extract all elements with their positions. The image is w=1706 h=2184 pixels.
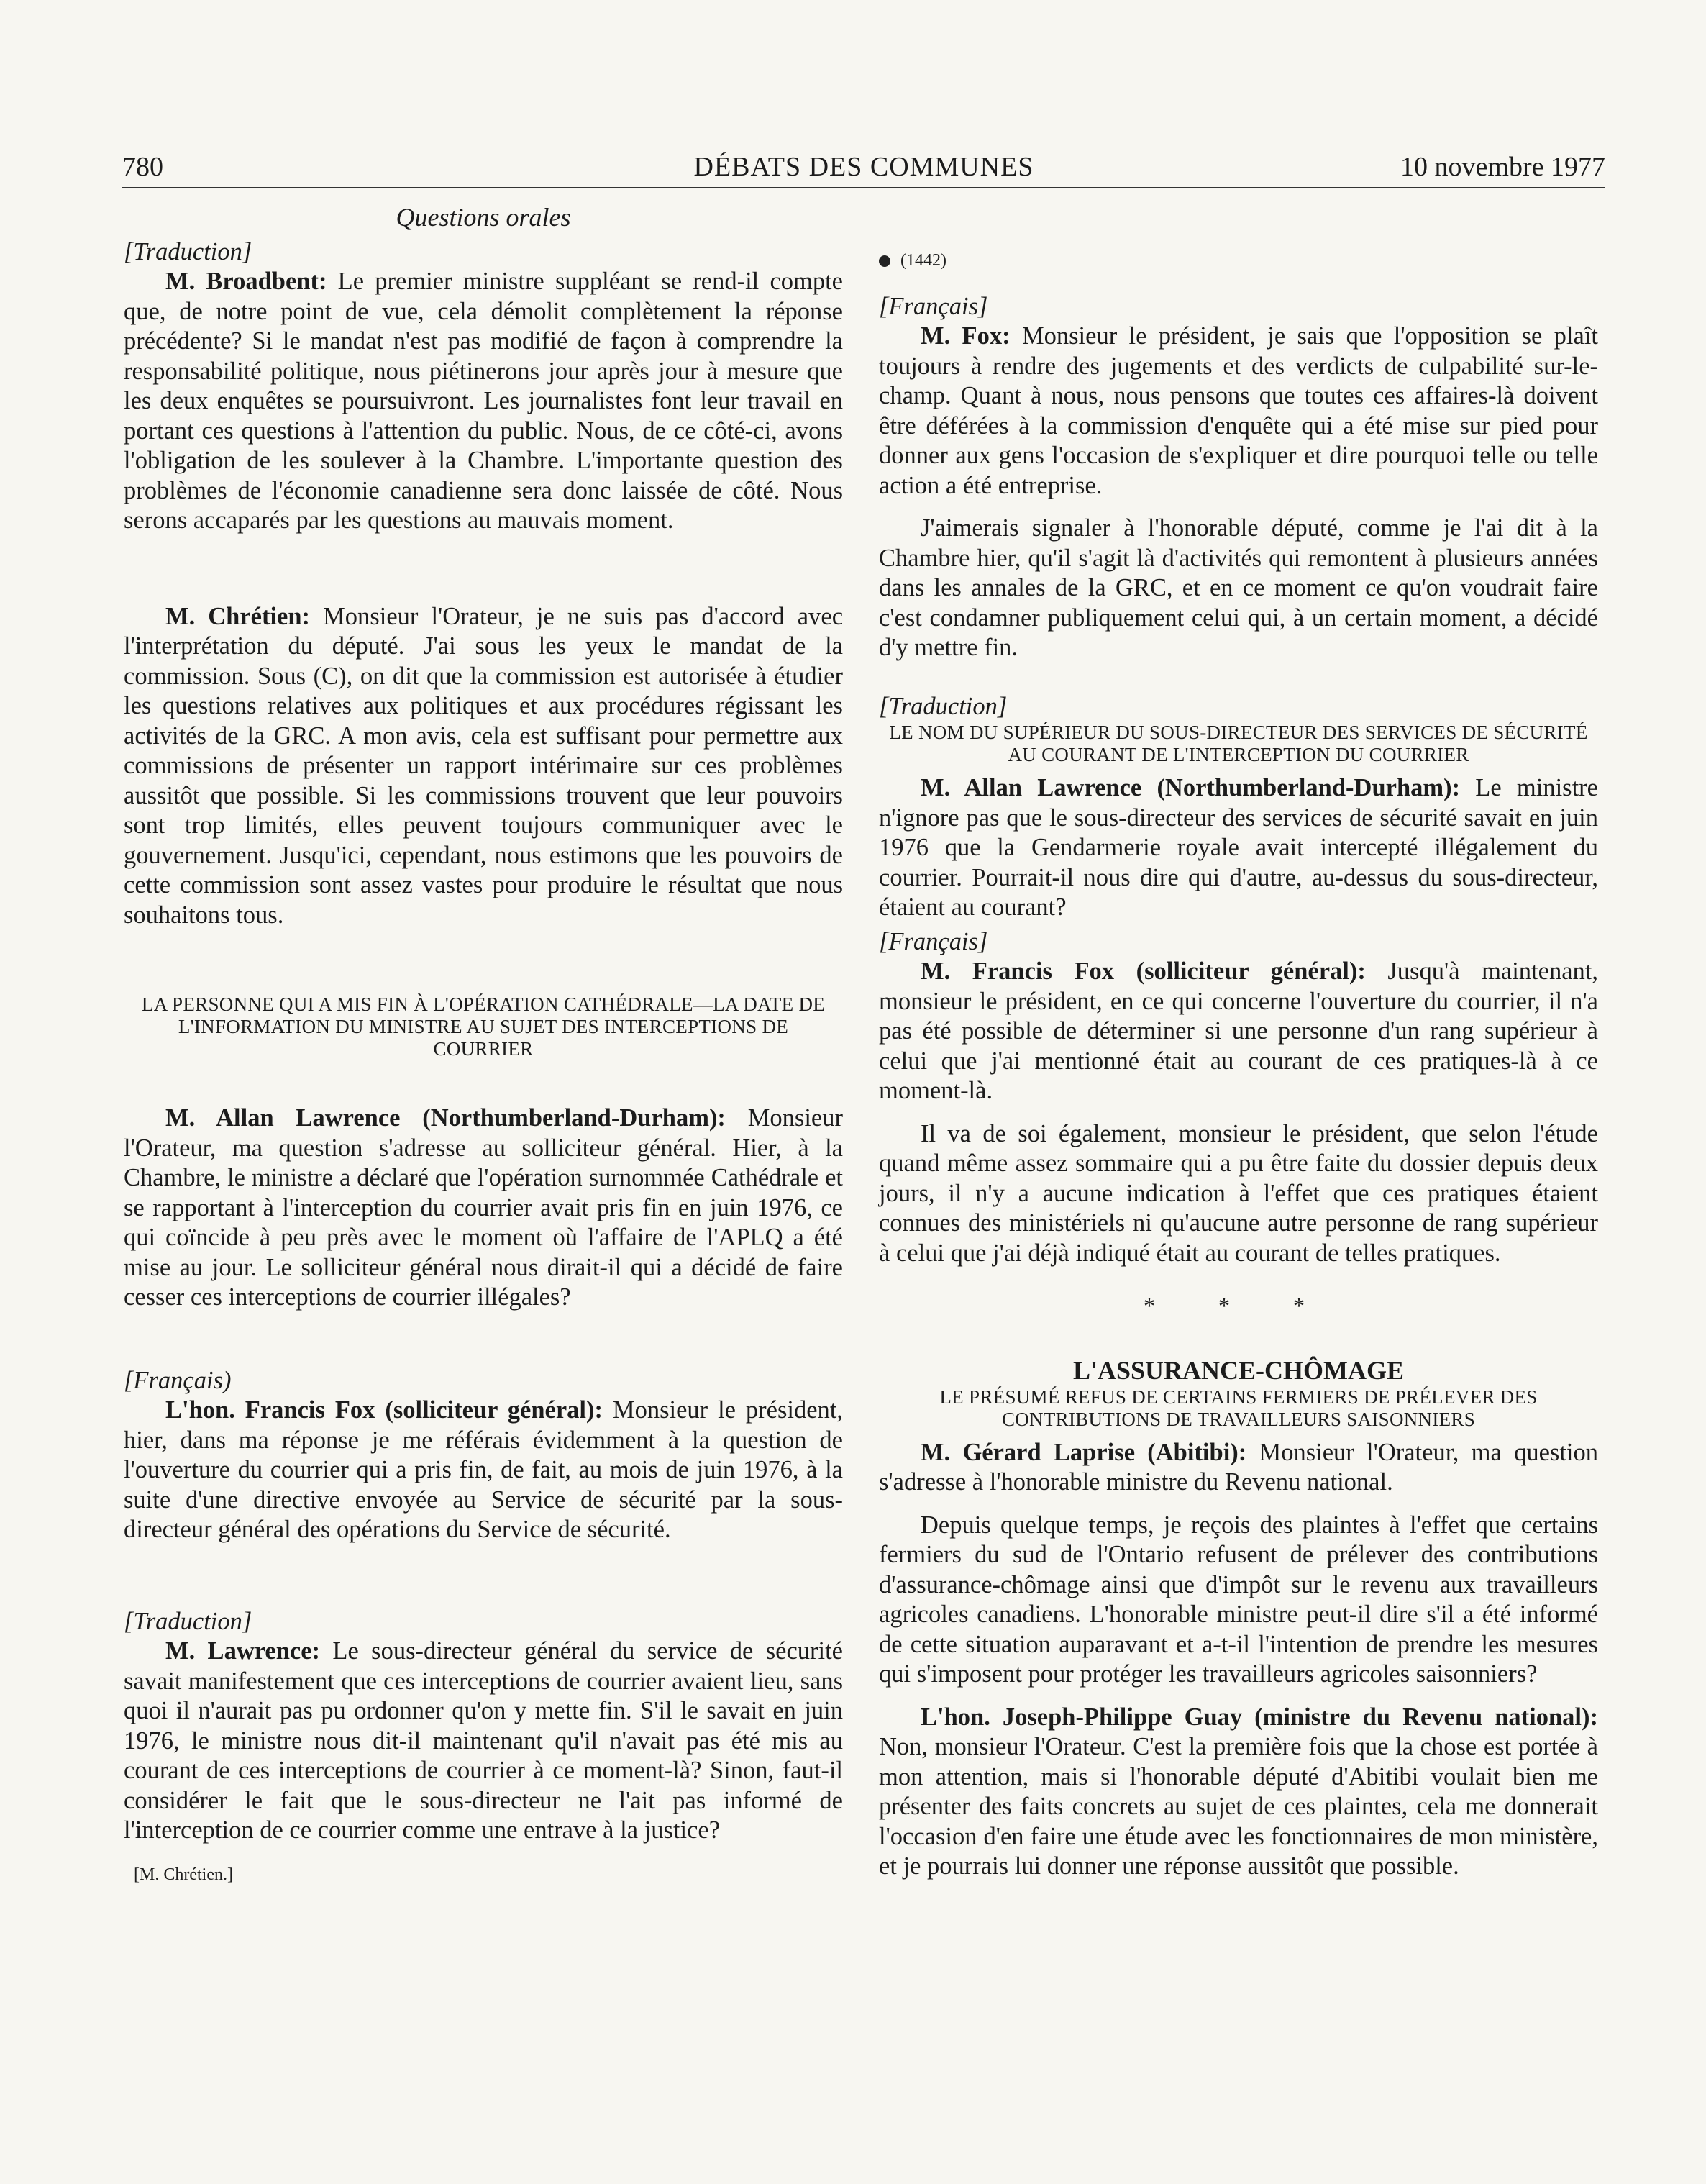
language-note: [Français) (124, 1366, 232, 1394)
language-note: [Traduction] (124, 1607, 252, 1635)
topic-heading: LE NOM DU SUPÉRIEUR DU SOUS-DIRECTEUR DES SERVICES DE SÉCURITÉ AU COURANT DE L'INTERCEPTION DU COURRIER (889, 722, 1588, 765)
speech-text: Le premier ministre suppléant se rend-il compte que, de notre point de vue, cela démolit complètement la réponse précédente? Si le mandat n'est pas modifié de façon à comprendre la responsabilité politique, nous piétinerons jour après jour à mesure que les deux enquêtes se poursuivront. Les journalistes font leur travail en portant ces questions à l'attention du public. Nous, de ce côté-ci, avons l'obligation de les soulever à la Chambre. L'importante question des problèmes de l'économie canadienne sera donc laissée de côté. Nous serons accaparés par les questions au mauvais moment. (124, 268, 843, 534)
section-heading: L'ASSURANCE-CHÔMAGE (1072, 1355, 1405, 1385)
timestamp: (1442) (879, 246, 1598, 276)
speech-text: Jusqu'à maintenant, monsieur le président, en ce qui concerne l'ouverture du courrier, il n'a pas été possible de déterminer si une personne d'un rang supérieur à celui que j'ai mentionné était au courant de ces pratiques-là à ce moment-là. (879, 957, 1598, 1104)
paragraph: J'aimerais signaler à l'honorable député, comme je l'ai dit à la Chambre hier, qu'il s'agit là d'activités qui remontent à plusieurs années dans les annales de la GRC, et en ce moment ce qu'on voudrait faire c'est condamner publiquement celui qui, à un certain moment, a décidé d'y mettre fin. (879, 514, 1598, 661)
speaker-name: M. Broadbent: (165, 268, 327, 295)
publication-title: DÉBATS DES COMMUNES (693, 152, 1034, 182)
speech-text: Monsieur le président, je sais que l'opposition se plaît toujours à rendre des jugements et des verdicts de culpabilité sur-le-champ. Quant à nous, nous pensons que toutes ces affaires-là doivent être déférées à la commission d'enquête qui a été mise sur pied pour donner aux gens l'occasion de s'expliquer et dire pourquoi telle ou telle action a été entreprise. (879, 322, 1598, 499)
speaker-name: M. Lawrence: (165, 1637, 321, 1665)
paragraph (124, 602, 843, 931)
paragraph (124, 267, 843, 536)
paragraph (879, 1438, 1598, 1498)
paragraph (879, 773, 1598, 923)
topic-heading: LE PRÉSUMÉ REFUS DE CERTAINS FERMIERS DE PRÉLEVER DES CONTRIBUTIONS DE TRAVAILLEURS SAISONNIERS (939, 1386, 1538, 1430)
paragraph (879, 957, 1598, 1106)
speaker-name: M. Allan Lawrence (Northumberland-Durham): (165, 1104, 726, 1132)
bullet-icon (879, 255, 890, 267)
page-number: 780 (122, 152, 163, 182)
speaker-name: M. Allan Lawrence (Northumberland-Durham): (921, 774, 1461, 801)
section-title: Questions orales (396, 203, 571, 232)
language-note: [Français] (879, 292, 988, 320)
speech-text: Non, monsieur l'Orateur. C'est la première fois que la chose est portée à mon attention, mais si l'honorable député d'Abitibi voulait bien me présenter des faits concrets au sujet de ces plaintes, cela me donnerait l'occasion d'en faire une étude avec les fonctionnaires de mon ministère, et je pourrais lui donner une réponse aussitôt que possible. (879, 1733, 1598, 1880)
page-header (122, 151, 1605, 188)
paragraph (124, 1637, 843, 1846)
paragraph (879, 1703, 1598, 1882)
speaker-name: L'hon. Francis Fox (solliciteur général): (165, 1396, 603, 1424)
speech-text: Monsieur l'Orateur, je ne suis pas d'accord avec l'interprétation du député. J'ai sous les yeux le mandat de la commission. Sous (C), on dit que la commission est autorisée à étudier les questions relatives aux politiques et aux procédures régissant les activités de la GRC. A mon avis, cela est suffisant pour permettre aux commissions de présenter un rapport intérimaire sur ces problèmes aussitôt que possible. Si les commissions trouvent que leur pouvoirs sont trop limités, elles peuvent toujours communiquer avec le gouvernement. Jusqu'ici, cependant, nous estimons que les pouvoirs de cette commission sont assez vastes pour produire le résultat que nous souhaitons tous. (124, 602, 844, 929)
language-note: [Traduction] (124, 237, 252, 265)
speaker-name: M. Fox: (921, 322, 1011, 350)
paragraph (124, 1396, 843, 1545)
topic-heading: LA PERSONNE QUI A MIS FIN À L'OPÉRATION CATHÉDRALE—LA DATE DE L'INFORMATION DU MINISTRE AU SUJET DES INTERCEPTIONS DE COURRIER (141, 993, 826, 1060)
page-date: 10 novembre 1977 (1400, 152, 1605, 182)
speech-text: Monsieur l'Orateur, ma question s'adresse à l'honorable ministre du Revenu national. (879, 1438, 1598, 1496)
paragraph: Depuis quelque temps, je reçois des plaintes à l'effet que certains fermiers du sud de l'Ontario refusent de prélever des contributions d'assurance-chômage ainsi que d'impôt sur le revenu aux travailleurs agricoles canadiens. L'honorable ministre peut-il dire s'il a été informé de cette situation auparavant et a-t-il l'intention de prendre les mesures qui s'imposent pour protéger les travailleurs agricoles saisonniers? (879, 1511, 1598, 1688)
section-separator: * * * (1144, 1293, 1333, 1319)
language-note: [Traduction] (879, 692, 1008, 720)
speaker-name: M. Gérard Laprise (Abitibi): (921, 1438, 1247, 1466)
left-column (124, 203, 843, 1890)
paragraph (879, 322, 1598, 501)
speaker-name: M. Chrétien: (165, 602, 311, 630)
right-column (879, 203, 1598, 1882)
footnote: [M. Chrétien.] (134, 1865, 233, 1884)
speech-text: Monsieur l'Orateur, ma question s'adresse au solliciteur général. Hier, à la Chambre, le ministre a déclaré que l'opération surnommée Cathédrale et se rapportant à l'interception du courrier avait pris fin en juin 1976, ce qui coïncide à peu près avec le moment où l'affaire de l'APLQ a été mise au jour. Le solliciteur général nous dirait-il qui a décidé de faire cesser ces interceptions de courrier illégales? (124, 1104, 843, 1311)
speaker-name: L'hon. Joseph-Philippe Guay (ministre du Revenu national): (921, 1703, 1598, 1731)
speech-text: Le ministre n'ignore pas que le sous-directeur des services de sécurité savait en juin 1976 que la Gendarmerie royale avait intercepté illégalement du courrier. Pourrait-il nous dire qui d'autre, au-dessus du sous-directeur, étaient au courant? (879, 774, 1598, 921)
speaker-name: M. Francis Fox (solliciteur général): (921, 957, 1366, 985)
speech-text: Le sous-directeur général du service de sécurité savait manifestement que ces interceptions de courrier avaient lieu, sans quoi il n'aurait pas pu ordonner qu'on y mette fin. S'il le savait en juin 1976, le ministre nous dit-il maintenant qu'il n'avait pas été mis au courant de ces interceptions de courrier à ce moment-là? Sinon, faut-il considérer le fait que le sous-directeur ne l'ait pas informé de l'interception de ce courrier comme une entrave à la justice? (124, 1637, 843, 1844)
language-note: [Français] (879, 927, 988, 955)
paragraph: Il va de soi également, monsieur le président, que selon l'étude quand même assez sommaire qui a pu être faite du dossier depuis deux jours, il n'y a aucune indication à l'effet que ces pratiques étaient connues des ministériels ni qu'aucune autre personne de rang supérieur à celui que j'ai déjà indiqué était au courant de telles pratiques. (879, 1119, 1598, 1267)
paragraph (124, 1104, 843, 1313)
speech-text: Monsieur le président, hier, dans ma réponse je me référais évidemment à la question de l'ouverture du courrier qui a pris fin, de fait, au mois de juin 1976, à la suite d'une directive envoyée au Service de sécurité par la sous-directeur général des opérations du Service de sécurité. (124, 1396, 843, 1543)
